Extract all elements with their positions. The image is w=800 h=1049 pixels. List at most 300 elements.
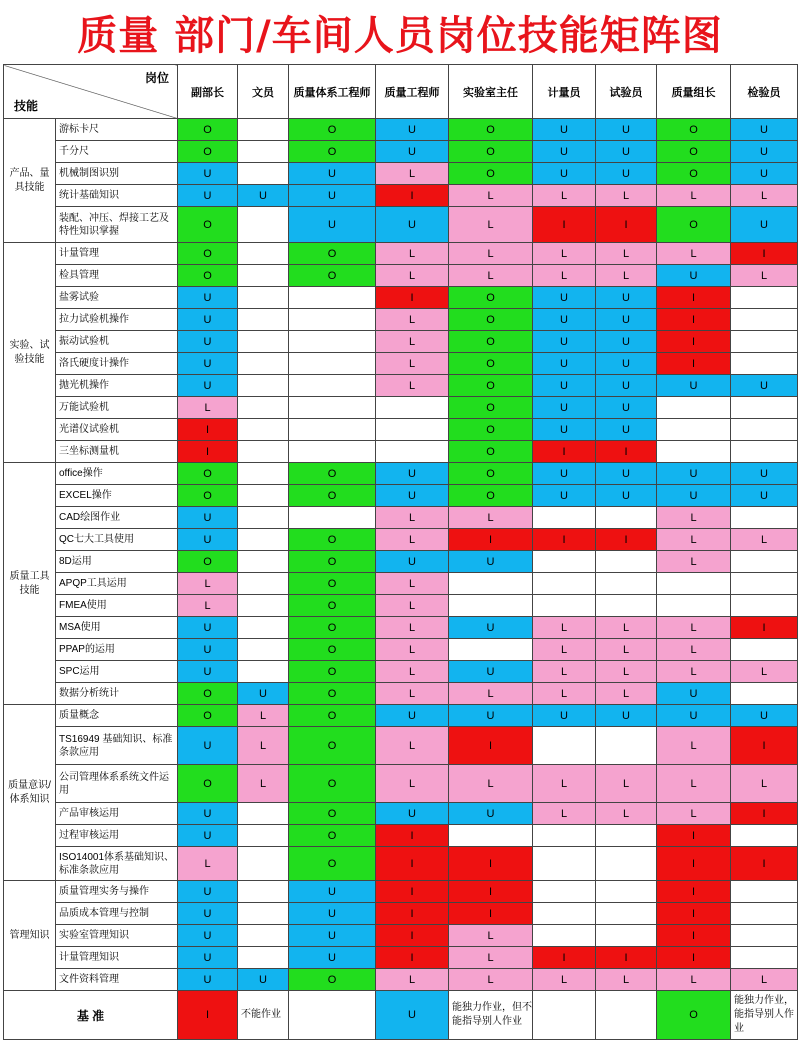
skill-level-cell: U bbox=[533, 705, 596, 727]
table-row bbox=[4, 243, 798, 265]
skill-level-cell: U bbox=[596, 141, 657, 163]
skill-level-cell bbox=[238, 551, 289, 573]
skill-level-cell bbox=[731, 353, 798, 375]
skill-level-cell bbox=[596, 573, 657, 595]
skill-level-cell: I bbox=[178, 419, 238, 441]
skill-level-cell: O bbox=[178, 265, 238, 287]
skill-level-cell: O bbox=[178, 551, 238, 573]
table-row bbox=[4, 847, 798, 881]
skill-level-cell bbox=[657, 573, 731, 595]
position-header: 实验室主任 bbox=[449, 65, 533, 119]
skill-level-cell: U bbox=[178, 661, 238, 683]
skill-level-cell: L bbox=[731, 529, 798, 551]
skill-name: 质量概念 bbox=[56, 705, 178, 727]
skill-level-cell: L bbox=[376, 243, 449, 265]
skill-level-cell bbox=[533, 551, 596, 573]
skill-level-cell: O bbox=[289, 803, 376, 825]
skill-level-cell: O bbox=[657, 141, 731, 163]
skill-name: 装配、冲压、焊接工艺及特性知识掌握 bbox=[56, 207, 178, 243]
skill-level-cell: O bbox=[289, 141, 376, 163]
skill-level-cell bbox=[596, 727, 657, 765]
skill-level-cell: L bbox=[376, 309, 449, 331]
skill-level-cell: L bbox=[731, 969, 798, 991]
skill-level-cell: O bbox=[178, 485, 238, 507]
skill-level-cell: L bbox=[657, 551, 731, 573]
table-row bbox=[4, 119, 798, 141]
legend-label: 基 准 bbox=[4, 991, 178, 1040]
skill-level-cell bbox=[238, 463, 289, 485]
skill-level-cell: U bbox=[731, 463, 798, 485]
skill-level-cell: L bbox=[596, 683, 657, 705]
table-row bbox=[4, 727, 798, 765]
table-row bbox=[4, 661, 798, 683]
skill-level-cell: I bbox=[657, 881, 731, 903]
skill-level-cell: U bbox=[178, 969, 238, 991]
skill-level-cell bbox=[731, 551, 798, 573]
skill-level-cell: I bbox=[449, 847, 533, 881]
skill-level-cell: U bbox=[533, 397, 596, 419]
skill-level-cell: L bbox=[238, 705, 289, 727]
skill-level-cell: U bbox=[376, 119, 449, 141]
skill-level-cell: L bbox=[449, 969, 533, 991]
skill-level-cell: I bbox=[376, 903, 449, 925]
skill-level-cell bbox=[731, 925, 798, 947]
skill-level-cell: I bbox=[657, 925, 731, 947]
skill-level-cell: O bbox=[657, 119, 731, 141]
skill-level-cell: L bbox=[657, 639, 731, 661]
skill-level-cell: L bbox=[596, 765, 657, 803]
skill-level-cell: O bbox=[449, 485, 533, 507]
skill-level-cell: L bbox=[731, 765, 798, 803]
skill-level-cell bbox=[238, 309, 289, 331]
skill-name: 万能试验机 bbox=[56, 397, 178, 419]
table-row bbox=[4, 947, 798, 969]
skill-level-cell: I bbox=[533, 947, 596, 969]
skill-level-cell: I bbox=[533, 441, 596, 463]
skill-level-cell bbox=[238, 397, 289, 419]
skill-level-cell: O bbox=[289, 573, 376, 595]
table-row bbox=[4, 207, 798, 243]
skill-level-cell bbox=[596, 881, 657, 903]
skill-level-cell: I bbox=[657, 353, 731, 375]
legend-row bbox=[4, 991, 798, 1040]
category-cell: 管理知识 bbox=[4, 881, 56, 991]
skill-level-cell: L bbox=[533, 683, 596, 705]
skill-level-cell bbox=[731, 573, 798, 595]
skill-level-cell: U bbox=[596, 485, 657, 507]
skill-level-cell: O bbox=[178, 207, 238, 243]
skill-level-cell bbox=[238, 595, 289, 617]
skill-level-cell: O bbox=[289, 765, 376, 803]
skill-level-cell: U bbox=[238, 969, 289, 991]
skill-level-cell: U bbox=[178, 617, 238, 639]
skill-name: 检具管理 bbox=[56, 265, 178, 287]
skill-level-cell: L bbox=[376, 573, 449, 595]
skill-name: 千分尺 bbox=[56, 141, 178, 163]
skill-name: PPAP的运用 bbox=[56, 639, 178, 661]
skill-level-cell: I bbox=[596, 947, 657, 969]
table-row bbox=[4, 141, 798, 163]
skill-level-cell bbox=[238, 947, 289, 969]
skill-level-cell: L bbox=[731, 265, 798, 287]
skill-level-cell: I bbox=[731, 727, 798, 765]
table-row bbox=[4, 903, 798, 925]
skill-level-cell bbox=[657, 419, 731, 441]
skill-level-cell: L bbox=[449, 207, 533, 243]
skill-level-cell: U bbox=[376, 551, 449, 573]
skill-level-cell bbox=[238, 485, 289, 507]
skill-level-cell: U bbox=[178, 825, 238, 847]
table-row bbox=[4, 185, 798, 207]
skill-name: MSA使用 bbox=[56, 617, 178, 639]
skill-level-cell: U bbox=[178, 163, 238, 185]
skill-level-cell: I bbox=[731, 617, 798, 639]
skill-level-cell bbox=[533, 507, 596, 529]
skill-level-cell: L bbox=[533, 265, 596, 287]
skill-level-cell: L bbox=[449, 265, 533, 287]
skill-level-cell: I bbox=[533, 207, 596, 243]
skill-level-cell: U bbox=[596, 463, 657, 485]
skill-level-cell bbox=[596, 551, 657, 573]
skill-level-cell: O bbox=[449, 397, 533, 419]
skill-level-cell: I bbox=[178, 441, 238, 463]
skill-level-cell: U bbox=[178, 903, 238, 925]
skill-level-cell: U bbox=[533, 485, 596, 507]
category-cell: 质量意识/体系知识 bbox=[4, 705, 56, 881]
skill-level-cell bbox=[731, 331, 798, 353]
skill-level-cell: I bbox=[449, 881, 533, 903]
skill-level-cell: L bbox=[657, 243, 731, 265]
skill-level-cell bbox=[238, 243, 289, 265]
skill-level-cell bbox=[238, 331, 289, 353]
skill-level-cell: L bbox=[376, 353, 449, 375]
skill-name: 振动试验机 bbox=[56, 331, 178, 353]
skill-level-cell bbox=[238, 353, 289, 375]
skill-level-cell bbox=[238, 803, 289, 825]
skill-level-cell: L bbox=[178, 847, 238, 881]
skill-level-cell: L bbox=[178, 573, 238, 595]
skill-level-cell bbox=[238, 639, 289, 661]
skill-level-cell: L bbox=[731, 661, 798, 683]
skill-level-cell: O bbox=[178, 705, 238, 727]
skill-level-cell: L bbox=[449, 765, 533, 803]
skill-level-cell bbox=[731, 309, 798, 331]
table-row bbox=[4, 595, 798, 617]
skill-level-cell: U bbox=[238, 185, 289, 207]
skill-level-cell: O bbox=[449, 163, 533, 185]
skill-level-cell: U bbox=[376, 485, 449, 507]
skill-level-cell: U bbox=[731, 485, 798, 507]
skill-level-cell bbox=[596, 925, 657, 947]
skill-level-cell: O bbox=[289, 265, 376, 287]
skill-name: 实验室管理知识 bbox=[56, 925, 178, 947]
table-row bbox=[4, 265, 798, 287]
skill-level-cell bbox=[731, 287, 798, 309]
skill-level-cell: I bbox=[449, 529, 533, 551]
skill-level-cell: U bbox=[596, 163, 657, 185]
skill-level-cell: U bbox=[533, 287, 596, 309]
skill-name: 8D运用 bbox=[56, 551, 178, 573]
skill-level-cell bbox=[289, 397, 376, 419]
skill-level-cell: U bbox=[657, 265, 731, 287]
skill-level-cell: U bbox=[178, 881, 238, 903]
skill-level-cell: O bbox=[289, 463, 376, 485]
skill-level-cell bbox=[533, 847, 596, 881]
skill-level-cell: U bbox=[533, 375, 596, 397]
skill-level-cell: U bbox=[533, 353, 596, 375]
skill-level-cell bbox=[238, 163, 289, 185]
skill-level-cell: O bbox=[289, 705, 376, 727]
table-row bbox=[4, 463, 798, 485]
skill-level-cell: O bbox=[449, 141, 533, 163]
skill-name: APQP工具运用 bbox=[56, 573, 178, 595]
skill-level-cell: O bbox=[449, 287, 533, 309]
skill-level-cell: L bbox=[376, 661, 449, 683]
skill-name: 三坐标测量机 bbox=[56, 441, 178, 463]
position-header: 检验员 bbox=[731, 65, 798, 119]
skill-level-cell: U bbox=[178, 727, 238, 765]
skill-level-cell: O bbox=[289, 683, 376, 705]
skill-level-cell: L bbox=[178, 595, 238, 617]
position-header: 质量工程师 bbox=[376, 65, 449, 119]
skill-level-cell: U bbox=[178, 639, 238, 661]
skill-name: 质量管理实务与操作 bbox=[56, 881, 178, 903]
skill-name: 洛氏硬度计操作 bbox=[56, 353, 178, 375]
skill-level-cell: I bbox=[657, 309, 731, 331]
skill-level-cell: L bbox=[238, 765, 289, 803]
page-title: 质量 部门/车间人员岗位技能矩阵图 bbox=[77, 12, 723, 59]
legend-desc-I: 不能作业 bbox=[238, 991, 289, 1040]
skill-level-cell: O bbox=[289, 825, 376, 847]
skill-level-cell: U bbox=[657, 463, 731, 485]
skill-level-cell: L bbox=[657, 529, 731, 551]
skill-name: 产品审核运用 bbox=[56, 803, 178, 825]
skill-level-cell: U bbox=[731, 375, 798, 397]
skill-level-cell: I bbox=[376, 287, 449, 309]
skill-level-cell: O bbox=[289, 119, 376, 141]
skill-level-cell bbox=[238, 287, 289, 309]
skill-level-cell: U bbox=[657, 705, 731, 727]
skill-level-cell: L bbox=[533, 969, 596, 991]
skill-level-cell: L bbox=[449, 925, 533, 947]
skill-level-cell: O bbox=[289, 485, 376, 507]
skill-level-cell: L bbox=[376, 617, 449, 639]
skill-level-cell: U bbox=[178, 507, 238, 529]
skill-level-cell: O bbox=[289, 595, 376, 617]
skill-level-cell: L bbox=[238, 727, 289, 765]
skill-level-cell: U bbox=[178, 803, 238, 825]
skill-level-cell: L bbox=[449, 185, 533, 207]
skill-name: 品质成本管理与控制 bbox=[56, 903, 178, 925]
skill-level-cell: U bbox=[449, 705, 533, 727]
skill-level-cell: L bbox=[449, 683, 533, 705]
skill-level-cell: O bbox=[178, 683, 238, 705]
skill-level-cell: U bbox=[596, 309, 657, 331]
skill-level-cell bbox=[657, 441, 731, 463]
table-row bbox=[4, 507, 798, 529]
position-header: 质量组长 bbox=[657, 65, 731, 119]
skill-level-cell bbox=[596, 507, 657, 529]
skill-level-cell: U bbox=[289, 207, 376, 243]
legend-desc-O: 能独力作业，能指导别人作业 bbox=[731, 991, 798, 1040]
skill-level-cell: U bbox=[533, 419, 596, 441]
skill-level-cell bbox=[533, 881, 596, 903]
skill-level-cell bbox=[289, 309, 376, 331]
skill-level-cell: I bbox=[657, 825, 731, 847]
table-row bbox=[4, 485, 798, 507]
table-row bbox=[4, 925, 798, 947]
skill-name: 统计基础知识 bbox=[56, 185, 178, 207]
skill-level-cell bbox=[289, 441, 376, 463]
skill-level-cell: L bbox=[376, 639, 449, 661]
skill-name: office操作 bbox=[56, 463, 178, 485]
skill-level-cell bbox=[238, 529, 289, 551]
skill-level-cell: O bbox=[289, 551, 376, 573]
skill-level-cell bbox=[289, 287, 376, 309]
skill-level-cell: U bbox=[449, 661, 533, 683]
category-cell: 实验、试验技能 bbox=[4, 243, 56, 463]
table-row bbox=[4, 969, 798, 991]
skill-level-cell bbox=[533, 925, 596, 947]
skill-level-cell bbox=[731, 881, 798, 903]
skill-level-cell: U bbox=[289, 881, 376, 903]
skill-name: QC七大工具使用 bbox=[56, 529, 178, 551]
corner-header bbox=[4, 65, 178, 119]
skill-level-cell bbox=[238, 881, 289, 903]
skill-level-cell: L bbox=[533, 803, 596, 825]
skill-level-cell: L bbox=[657, 803, 731, 825]
skill-level-cell: L bbox=[449, 243, 533, 265]
skill-level-cell: O bbox=[178, 243, 238, 265]
skill-level-cell: L bbox=[596, 639, 657, 661]
skill-level-cell bbox=[449, 825, 533, 847]
skill-level-cell bbox=[596, 847, 657, 881]
skill-level-cell: O bbox=[657, 207, 731, 243]
table-row bbox=[4, 639, 798, 661]
skill-level-cell: L bbox=[376, 969, 449, 991]
skill-level-cell: L bbox=[449, 507, 533, 529]
skill-level-cell: U bbox=[178, 375, 238, 397]
skill-level-cell: U bbox=[178, 353, 238, 375]
table-row bbox=[4, 441, 798, 463]
table-row bbox=[4, 705, 798, 727]
position-header: 文员 bbox=[238, 65, 289, 119]
skill-level-cell: O bbox=[178, 119, 238, 141]
position-header: 试验员 bbox=[596, 65, 657, 119]
table-row bbox=[4, 419, 798, 441]
skill-level-cell: I bbox=[596, 441, 657, 463]
skill-level-cell: U bbox=[178, 529, 238, 551]
position-header: 计量员 bbox=[533, 65, 596, 119]
skill-level-cell bbox=[731, 903, 798, 925]
skill-level-cell: U bbox=[178, 947, 238, 969]
legend-swatch-U: U bbox=[376, 991, 449, 1040]
skill-level-cell bbox=[657, 397, 731, 419]
skill-level-cell: L bbox=[596, 617, 657, 639]
skill-level-cell: L bbox=[657, 765, 731, 803]
legend-swatch-I: I bbox=[178, 991, 238, 1040]
skill-name: 计量管理知识 bbox=[56, 947, 178, 969]
skill-name: 机械制图识别 bbox=[56, 163, 178, 185]
skill-level-cell: L bbox=[376, 163, 449, 185]
skill-level-cell: U bbox=[596, 397, 657, 419]
skill-level-cell: L bbox=[657, 727, 731, 765]
legend-desc-U: 能独力作业，但不能指导别人作业 bbox=[449, 991, 533, 1040]
skill-level-cell: L bbox=[376, 683, 449, 705]
position-header: 质量体系工程师 bbox=[289, 65, 376, 119]
skill-level-cell bbox=[238, 441, 289, 463]
skill-level-cell: L bbox=[657, 507, 731, 529]
skill-level-cell: U bbox=[596, 353, 657, 375]
skill-level-cell: O bbox=[289, 847, 376, 881]
skill-level-cell bbox=[533, 825, 596, 847]
skill-level-cell bbox=[238, 119, 289, 141]
skill-level-cell bbox=[731, 441, 798, 463]
header-row bbox=[4, 65, 798, 119]
skill-level-cell: I bbox=[657, 287, 731, 309]
skill-level-cell bbox=[449, 595, 533, 617]
skill-level-cell bbox=[238, 507, 289, 529]
skill-level-cell: U bbox=[731, 141, 798, 163]
skill-level-cell: L bbox=[178, 397, 238, 419]
skill-level-cell: I bbox=[731, 803, 798, 825]
skill-level-cell: O bbox=[178, 765, 238, 803]
skill-level-cell: U bbox=[533, 309, 596, 331]
skill-level-cell bbox=[376, 441, 449, 463]
skill-level-cell: O bbox=[449, 309, 533, 331]
skill-level-cell: U bbox=[731, 163, 798, 185]
skill-level-cell: L bbox=[596, 969, 657, 991]
skill-name: 计量管理 bbox=[56, 243, 178, 265]
skill-level-cell bbox=[238, 903, 289, 925]
skill-level-cell: L bbox=[376, 765, 449, 803]
skill-name: 拉力试验机操作 bbox=[56, 309, 178, 331]
skill-level-cell: I bbox=[596, 529, 657, 551]
skill-level-cell: I bbox=[376, 847, 449, 881]
skill-level-cell: O bbox=[289, 617, 376, 639]
skill-level-cell bbox=[533, 727, 596, 765]
skill-level-cell: U bbox=[376, 803, 449, 825]
skill-level-cell: L bbox=[376, 375, 449, 397]
skill-level-cell bbox=[289, 353, 376, 375]
skill-level-cell: L bbox=[533, 661, 596, 683]
skill-level-cell: I bbox=[449, 727, 533, 765]
skill-level-cell bbox=[238, 207, 289, 243]
legend-swatch-O: O bbox=[657, 991, 731, 1040]
skill-level-cell: I bbox=[731, 847, 798, 881]
skill-level-cell bbox=[449, 639, 533, 661]
skill-level-cell: L bbox=[376, 265, 449, 287]
skill-name: 抛光机操作 bbox=[56, 375, 178, 397]
skill-level-cell bbox=[238, 265, 289, 287]
skill-level-cell: U bbox=[657, 375, 731, 397]
skill-level-cell: U bbox=[178, 287, 238, 309]
table-row bbox=[4, 765, 798, 803]
skill-name: 数据分析统计 bbox=[56, 683, 178, 705]
skill-level-cell: O bbox=[289, 661, 376, 683]
skill-level-cell bbox=[289, 507, 376, 529]
table-row bbox=[4, 551, 798, 573]
skill-level-cell: L bbox=[533, 185, 596, 207]
skill-level-cell: O bbox=[449, 463, 533, 485]
skill-level-cell: L bbox=[731, 185, 798, 207]
skill-level-cell bbox=[449, 573, 533, 595]
skill-level-cell: L bbox=[596, 661, 657, 683]
skill-name: FMEA使用 bbox=[56, 595, 178, 617]
skill-level-cell: U bbox=[657, 683, 731, 705]
skill-level-cell: L bbox=[376, 331, 449, 353]
skill-level-cell: L bbox=[533, 765, 596, 803]
